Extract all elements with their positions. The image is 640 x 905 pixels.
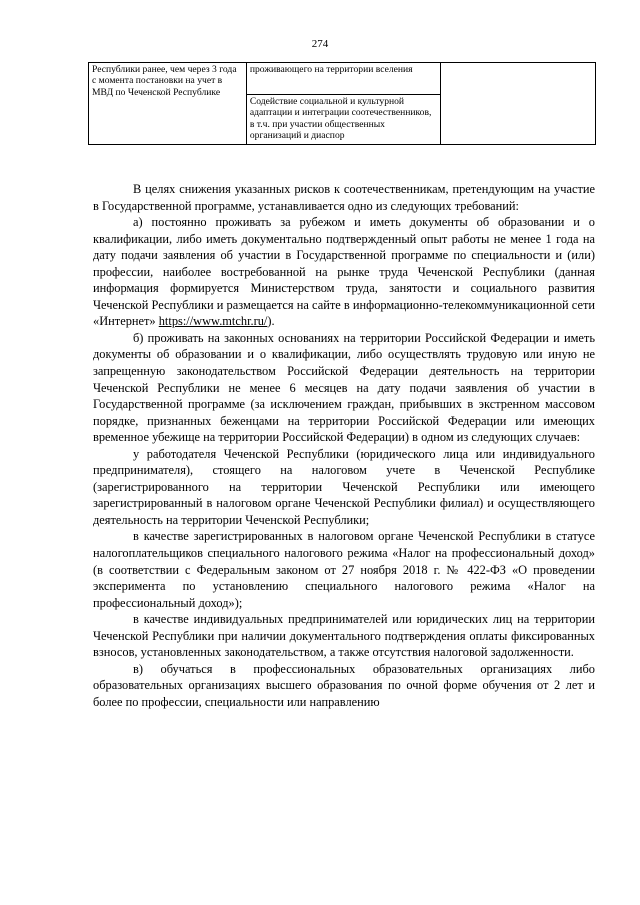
paragraph-b: б) проживать на законных основаниях на территории Российской Федерации и иметь документы об образовании и о квалификации, либо осуществлять трудовую или иную не запрещенную законодательством Российской Федерации деятельность на территории Чеченской Республики не менее 6 месяцев на дату подачи заявления об участии в Государственной программе (за исключением граждан, прибывших в экстренном массовом порядке, признанных беженцами на территории Российской Федерации или имеющих временное убежище на территории Российской Федерации) в одном из следующих случаев:	[93, 330, 595, 445]
paragraph-b-case-entrepreneur: в качестве индивидуальных предпринимателей или юридических лиц на территории Чеченской Республики при наличии документального подтверждения оплаты фиксированных взносов, установленных законодательством, а также отсутствия налоговой задолженности.	[93, 612, 595, 660]
paragraph-b-case-self-employed: в качестве зарегистрированных в налоговом органе Чеченской Республики в статусе налогоплательщиков специального налогового режима «Налог на профессиональный доход» (в соответствии с Федеральным законом от 27 ноября 2018 г. № 422-ФЗ «О проведении эксперимента по установлению специального налогового режима «Налог на профессиональный доход»);	[93, 529, 595, 610]
paragraph-intro: В целях снижения указанных рисков к соотечественникам, претендующим на участие в Государственной программе, устанавливается одно из следующих требований:	[93, 182, 595, 213]
table-cell-location	[246, 63, 440, 95]
document-body	[93, 181, 595, 711]
continuation-table	[88, 62, 596, 145]
table-cell-risk: Республики ранее, чем через 3 года с момента постановки на учет в МВД по Чеченской Республике	[89, 63, 247, 145]
paragraph-c: в) обучаться в профессиональных образовательных организациях либо образовательных организациях высшего образования по очной форме обучения от 2 лет и более по профессии, специальности или направлению	[93, 661, 595, 709]
page-number: 274	[311, 38, 329, 50]
table-cell-measure: Содействие социальной и культурной адаптации и интеграции соотечественников, в т.ч. при участии общественных организаций и диаспор	[246, 95, 440, 145]
paragraph-b-case-employer: у работодателя Чеченской Республики (юридического лица или индивидуального предпринимателя), стоящего на налоговом учете в Чеченской Республике (зарегистрированного на территории Чеченской Республики или имеющего зарегистрированный в налоговом органе Чеченской Республики филиал) и осуществляющего деятельность на территории Чеченской Республики;	[93, 446, 595, 527]
table-row	[89, 63, 596, 95]
table-cell-empty	[440, 63, 595, 145]
cell-text: проживающего на территории вселения	[249, 64, 413, 75]
paragraph-a-text: а) постоянно проживать за рубежом и иметь документы об образовании и о квалификации, либо иметь документально подтвержденный опыт работы не менее 1 года на дату подачи заявления об участии в Государственной программе по специальности и (или) профессии, наиболее востребованной на рынке труда Чеченской Республики (данная информация формируется Министерством труда, занятости и социального развития Чеченской Республики и размещается на сайте в информационно-телекоммуникационной сети «Интернет»	[93, 215, 595, 329]
paragraph-a	[93, 214, 595, 330]
mtchr-link[interactable]: https://www.mtchr.ru/	[158, 314, 268, 329]
paragraph-a-end: ).	[267, 314, 275, 329]
